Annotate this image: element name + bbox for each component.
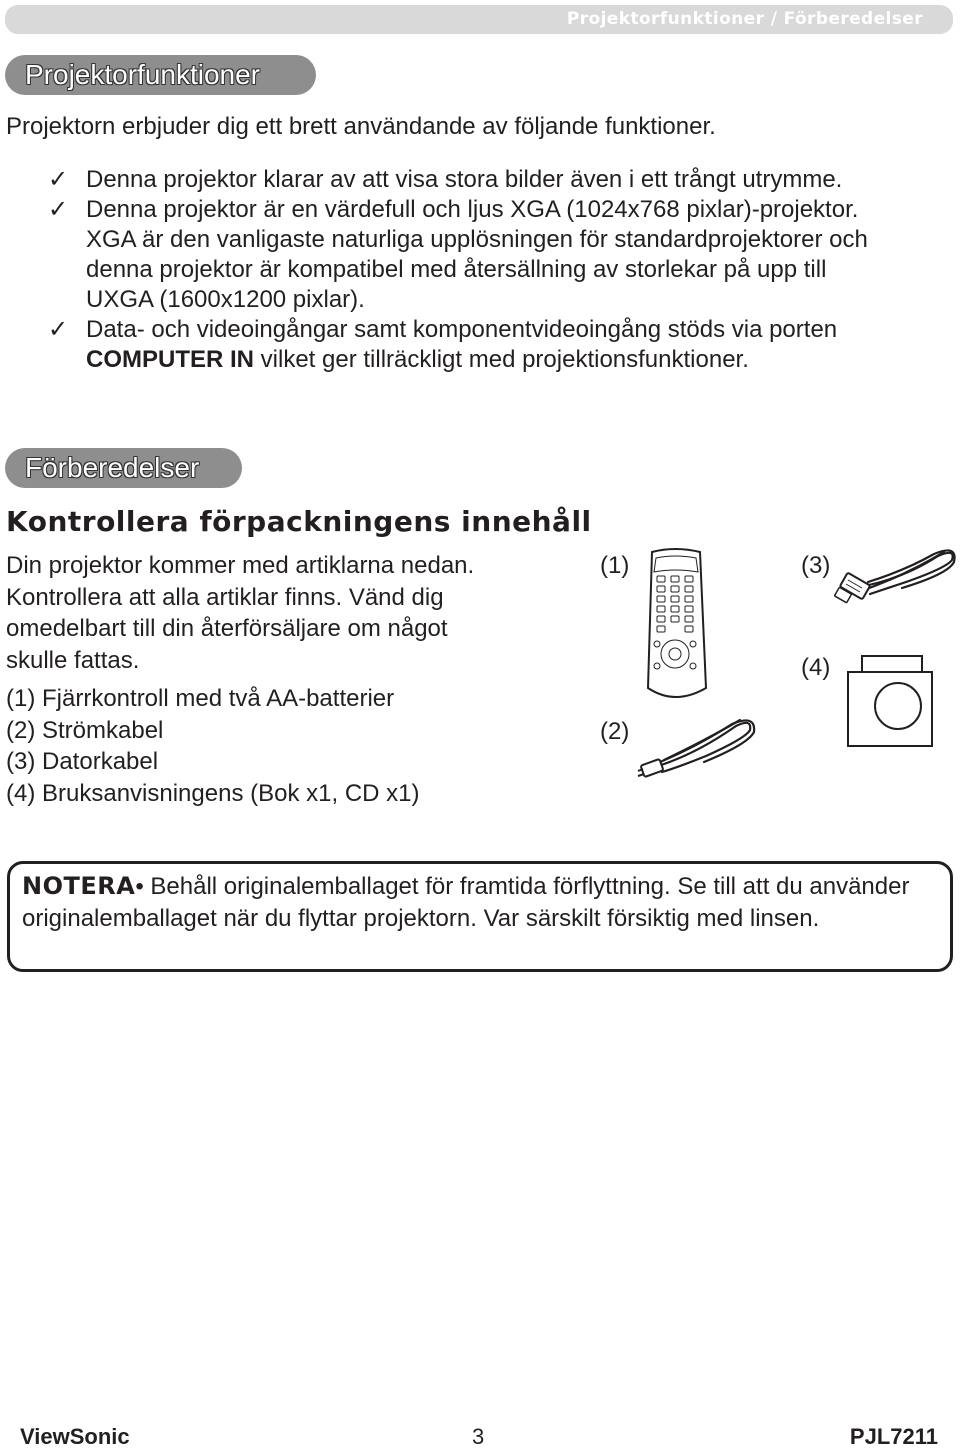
feature-item bbox=[48, 315, 948, 375]
feature-list bbox=[48, 165, 948, 375]
figure-label-4: (4) bbox=[801, 654, 831, 681]
manual-cd-icon bbox=[844, 654, 936, 748]
package-text-line: Kontrollera att alla artiklar finns. Vänd dig bbox=[6, 583, 444, 611]
feature-line: denna projektor är kompatibel med återsällning av storlekar på upp till bbox=[86, 256, 827, 283]
list-item: (3) Datorkabel bbox=[6, 748, 159, 775]
section-title-preparations: Förberedelser bbox=[5, 448, 242, 488]
footer-brand: ViewSonic bbox=[20, 1424, 130, 1449]
figure-label-1: (1) bbox=[600, 552, 630, 579]
feature-line: UXGA (1600x1200 pixlar). bbox=[86, 286, 365, 313]
subheading: Kontrollera förpackningens innehåll bbox=[6, 505, 592, 538]
feature-text: Denna projektor klarar av att visa stora bilder även i ett trångt utrymme. bbox=[86, 166, 843, 193]
note-box bbox=[7, 861, 953, 972]
page-number: 3 bbox=[472, 1424, 485, 1449]
computer-cable-icon bbox=[834, 548, 958, 614]
port-keyword: COMPUTER IN bbox=[86, 346, 254, 373]
intro-text: Projektorn erbjuder dig ett brett användande av följande funktioner. bbox=[6, 113, 716, 140]
figure-label-2: (2) bbox=[600, 718, 630, 745]
feature-item bbox=[48, 165, 948, 195]
header-bar bbox=[5, 5, 953, 34]
note-bullet: • bbox=[135, 873, 144, 900]
power-cable-icon bbox=[636, 716, 758, 782]
list-item: (2) Strömkabel bbox=[6, 716, 164, 744]
feature-line: Denna projektor är en värdefull och ljus XGA (1024x768 pixlar)-projektor. bbox=[86, 196, 859, 223]
feature-line: Data- och videoingångar samt komponentvideoingång stöds via porten bbox=[86, 316, 838, 343]
note-body: Behåll originalemballaget för framtida förflyttning. Se till att du använder originalemballaget när du flyttar projektorn. Var särskilt försiktig med linsen. bbox=[22, 873, 910, 932]
package-text bbox=[6, 550, 546, 676]
note-text bbox=[22, 871, 942, 934]
check-icon: ✓ bbox=[48, 196, 69, 223]
note-label: NOTERA bbox=[22, 872, 136, 900]
list-item: (4) Bruksanvisningens (Bok x1, CD x1) bbox=[6, 779, 420, 807]
breadcrumb: Projektorfunktioner / Förberedelser bbox=[566, 9, 923, 29]
package-text-line: omedelbart till din återförsäljare om något bbox=[6, 615, 448, 642]
section-title-features: Projektorfunktioner bbox=[5, 55, 316, 95]
check-icon: ✓ bbox=[48, 316, 69, 343]
package-text-line: skulle fattas. bbox=[6, 646, 140, 674]
feature-line: XGA är den vanligaste naturliga upplösningen för standardprojektorer och bbox=[86, 226, 868, 253]
figure-label-3: (3) bbox=[801, 552, 831, 579]
footer-model: PJL7211 bbox=[849, 1424, 938, 1449]
feature-item bbox=[48, 195, 948, 315]
list-item: (1) Fjärrkontroll med två AA-batterier bbox=[6, 685, 395, 712]
remote-control-icon bbox=[640, 548, 710, 704]
check-icon: ✓ bbox=[48, 166, 69, 193]
feature-line-rest: vilket ger tillräckligt med projektionsfunktioner. bbox=[254, 346, 749, 373]
package-text-line: Din projektor kommer med artiklarna nedan. bbox=[6, 552, 475, 579]
feature-line bbox=[86, 345, 948, 375]
package-items-list bbox=[6, 683, 419, 809]
